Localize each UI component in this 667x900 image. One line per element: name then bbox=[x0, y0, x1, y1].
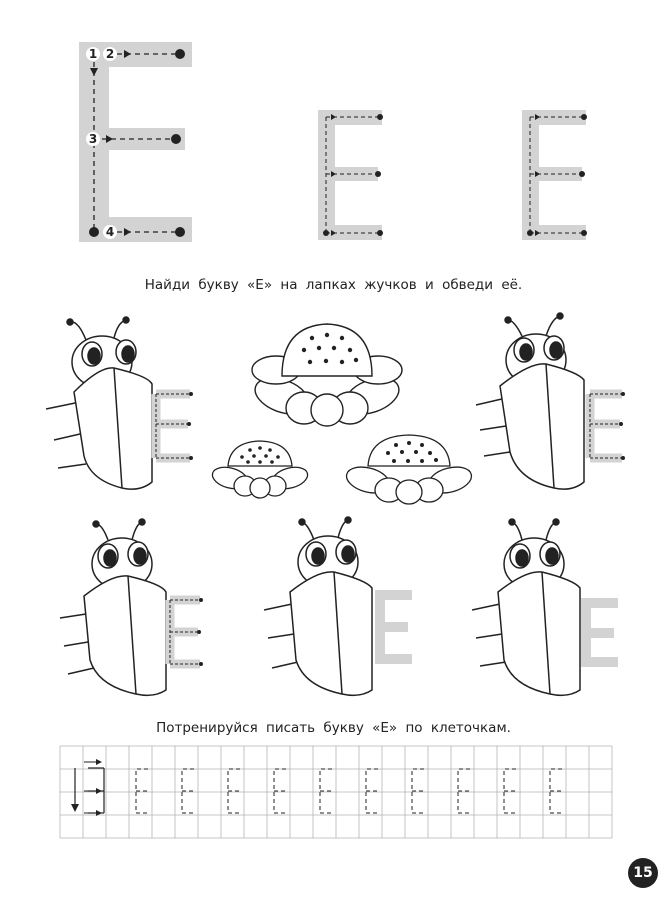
dashed-letter-guide bbox=[228, 769, 240, 813]
beetle-illustration bbox=[58, 514, 218, 694]
dashed-letter-guide bbox=[366, 769, 378, 813]
beetle-illustration bbox=[470, 512, 630, 696]
dashed-letter-guide bbox=[320, 769, 332, 813]
tracing-letter-medium bbox=[522, 110, 592, 242]
dashed-letter-guide bbox=[182, 769, 194, 813]
beetle-illustration bbox=[40, 316, 200, 496]
stroke-number: 3 bbox=[86, 132, 100, 146]
tracing-letter-medium bbox=[318, 110, 388, 242]
dashed-letter-guide bbox=[412, 769, 424, 813]
beetle-illustration bbox=[262, 512, 422, 696]
practice-instruction: Потренируйся писать букву «Е» по клеточкам. bbox=[156, 720, 511, 736]
beetle-instruction: Найди букву «Е» на лапках жучков и обведи её. bbox=[144, 277, 523, 293]
flower-illustration bbox=[252, 318, 402, 428]
dashed-letter-guide bbox=[550, 769, 562, 813]
stroke-number: 2 bbox=[103, 47, 117, 61]
dashed-letter-guide bbox=[274, 769, 286, 813]
dashed-letter-guide bbox=[504, 769, 516, 813]
stroke-number: 1 bbox=[86, 47, 100, 61]
dashed-letter-guide bbox=[458, 769, 470, 813]
flower-illustration bbox=[344, 432, 474, 508]
stroke-number: 4 bbox=[103, 225, 117, 239]
dashed-letter-guide bbox=[136, 769, 148, 813]
practice-grid[interactable] bbox=[60, 746, 620, 846]
flower-illustration bbox=[210, 438, 310, 500]
beetle-illustration bbox=[474, 312, 634, 492]
page-number: 15 bbox=[628, 858, 658, 888]
